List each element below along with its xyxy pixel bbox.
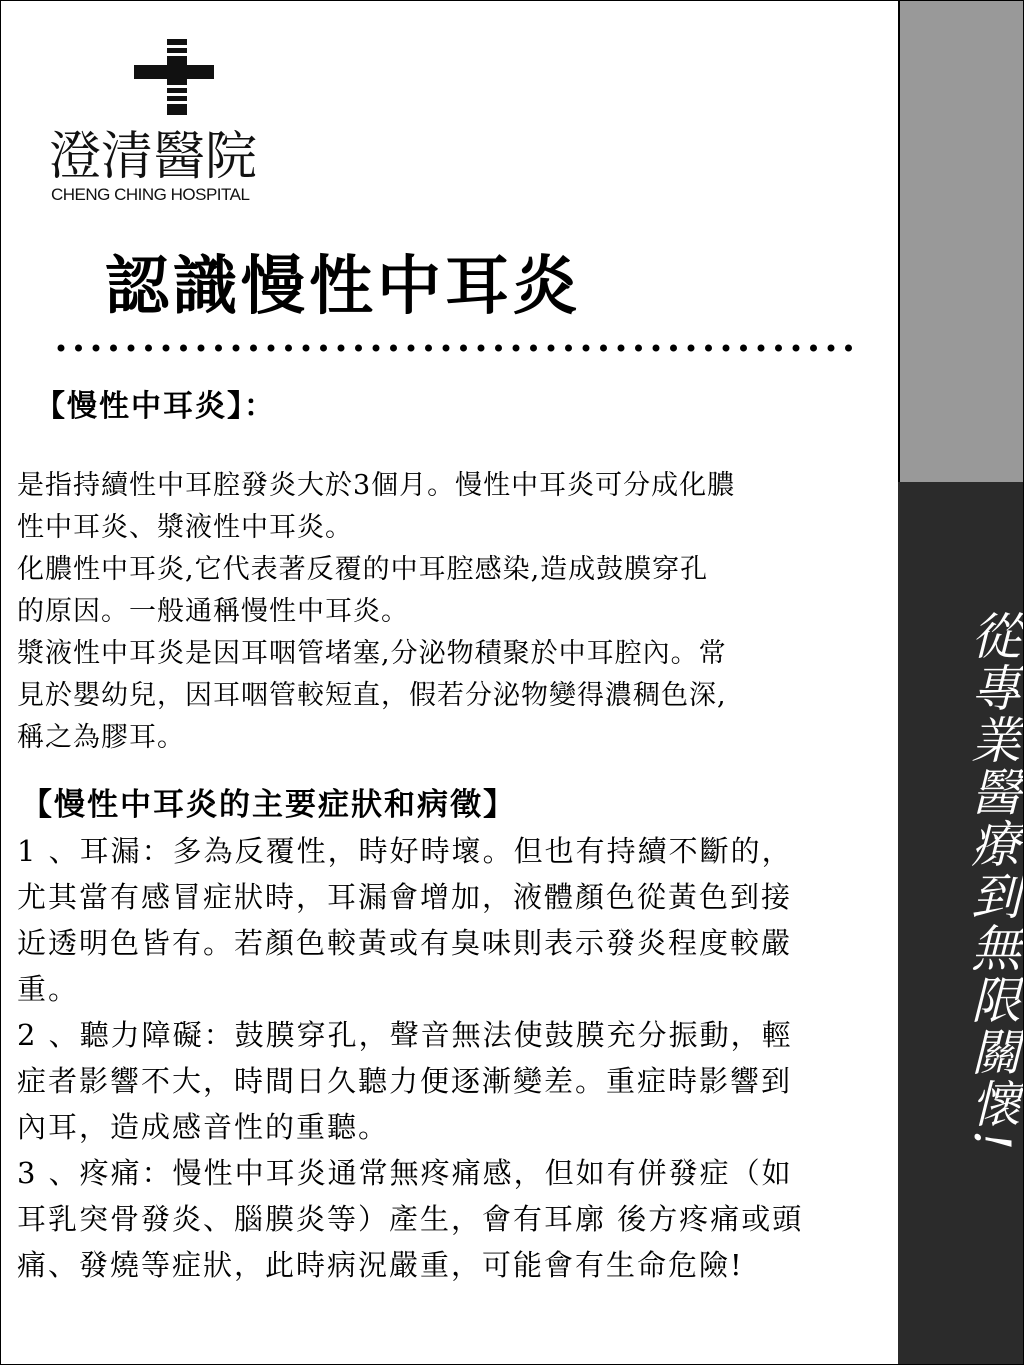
text-line: 尤其當有感冒症狀時，耳漏會增加，液體顏色從黃色到接	[17, 880, 793, 914]
page-title: 認識慢性中耳炎	[105, 249, 581, 324]
hospital-name-en: CHENG CHING HOSPITAL	[51, 185, 250, 204]
text-line: 稱之為膠耳。	[17, 722, 185, 753]
text-line: 1 、耳漏：多為反覆性，時好時壞。但也有持續不斷的，	[17, 834, 793, 868]
text-line: 症者影響不大，時間日久聽力便逐漸變差。重症時影響到	[17, 1064, 793, 1098]
text-line: 見於嬰幼兒，因耳咽管較短直，假若分泌物變得濃稠色深,	[17, 680, 727, 711]
sidebar-top-panel	[898, 1, 1023, 482]
text-line: 性中耳炎、漿液性中耳炎。	[17, 512, 353, 543]
text-line: 漿液性中耳炎是因耳咽管堵塞,分泌物積聚於中耳腔內。常	[17, 638, 727, 669]
hospital-name-cn: 澄清醫院	[49, 127, 258, 187]
text-line: 是指持續性中耳腔發炎大於3個月。慢性中耳炎可分成化膿	[17, 470, 736, 501]
text-line: 化膿性中耳炎,它代表著反覆的中耳腔感染,造成鼓膜穿孔	[17, 554, 709, 585]
text-line: 2 、聽力障礙：鼓膜穿孔，聲音無法使鼓膜充分振動，輕	[17, 1018, 793, 1052]
section-body-definition	[17, 465, 889, 759]
section-body-symptoms	[17, 828, 889, 1288]
sidebar-slogan: 從專業醫療到無限關懷!	[963, 609, 1021, 1153]
text-line: 的原因。一般通稱慢性中耳炎。	[17, 596, 409, 627]
text-line: 痛、發燒等症狀，此時病況嚴重，可能會有生命危險!	[17, 1248, 744, 1282]
hospital-logo-icon	[134, 39, 214, 115]
dotted-divider	[56, 341, 866, 355]
section-heading-definition: 【慢性中耳炎】：	[35, 389, 276, 424]
text-line: 重。	[17, 972, 80, 1006]
text-line: 近透明色皆有。若顏色較黃或有臭味則表示發炎程度較嚴	[17, 926, 793, 960]
text-line: 耳乳突骨發炎、腦膜炎等）產生，會有耳廓 後方疼痛或頭	[17, 1202, 804, 1236]
text-line: 3 、疼痛：慢性中耳炎通常無疼痛感，但如有併發症（如	[17, 1156, 793, 1190]
section-heading-symptoms: 【慢性中耳炎的主要症狀和病徵】	[21, 787, 516, 823]
text-line: 內耳，造成感音性的重聽。	[17, 1110, 390, 1144]
